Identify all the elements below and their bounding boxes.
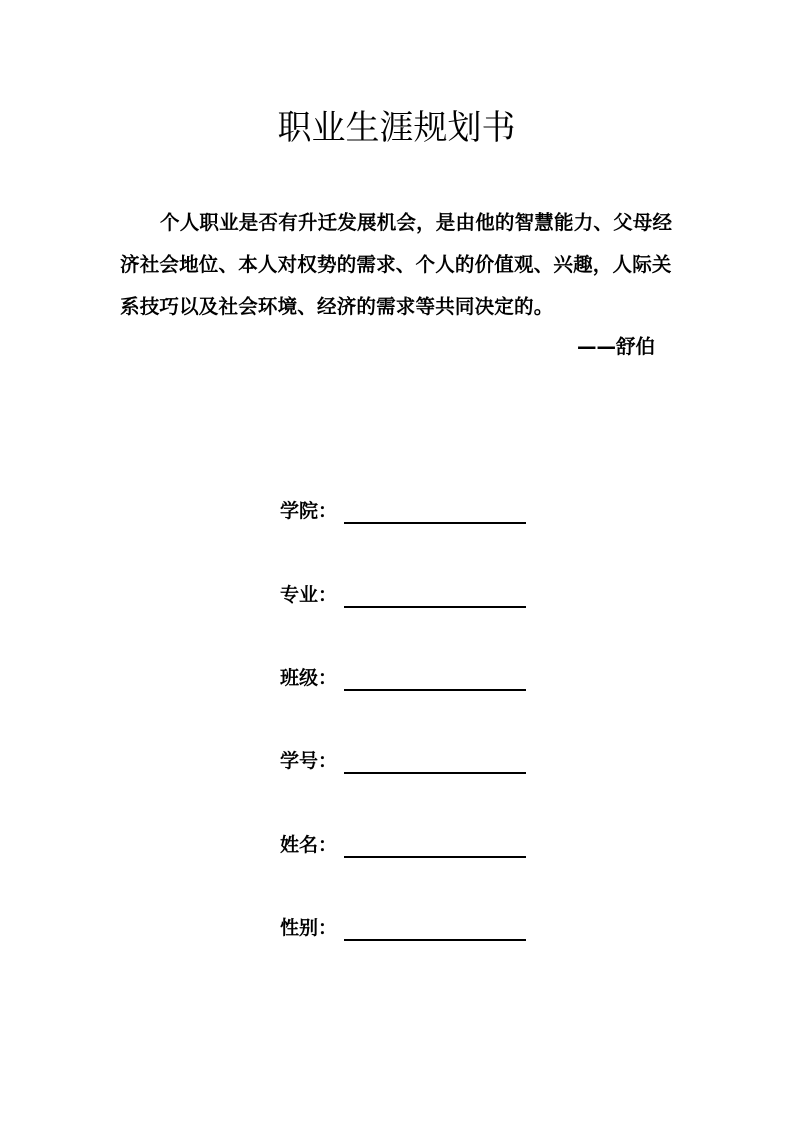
field-label: 班级： xyxy=(280,667,338,689)
field-student-id xyxy=(280,744,526,774)
field-label: 性别： xyxy=(280,917,338,939)
field-name xyxy=(280,828,526,858)
gender-input-line[interactable] xyxy=(344,915,526,941)
college-input-line[interactable] xyxy=(344,498,526,524)
field-label: 学院： xyxy=(280,500,338,522)
field-major xyxy=(280,578,526,608)
field-label: 学号： xyxy=(280,750,338,772)
quote-line: 济社会地位、本人对权势的需求、个人的价值观、兴趣，人际关 xyxy=(120,253,672,276)
student-id-input-line[interactable] xyxy=(344,748,526,774)
field-gender xyxy=(280,911,526,941)
field-label: 专业： xyxy=(280,584,338,606)
field-college xyxy=(280,494,526,524)
major-input-line[interactable] xyxy=(344,582,526,608)
quote-line: 个人职业是否有升迁发展机会，是由他的智慧能力、父母经 xyxy=(160,211,673,234)
field-label: 姓名： xyxy=(280,834,338,856)
name-input-line[interactable] xyxy=(344,832,526,858)
field-class xyxy=(280,661,526,691)
document-title: 职业生涯规划书 xyxy=(277,108,516,148)
quote-paragraph xyxy=(120,202,680,328)
quote-attribution: ——舒伯 xyxy=(576,335,655,358)
class-input-line[interactable] xyxy=(344,665,526,691)
quote-line: 系技巧以及社会环境、经济的需求等共同决定的。 xyxy=(120,295,554,318)
